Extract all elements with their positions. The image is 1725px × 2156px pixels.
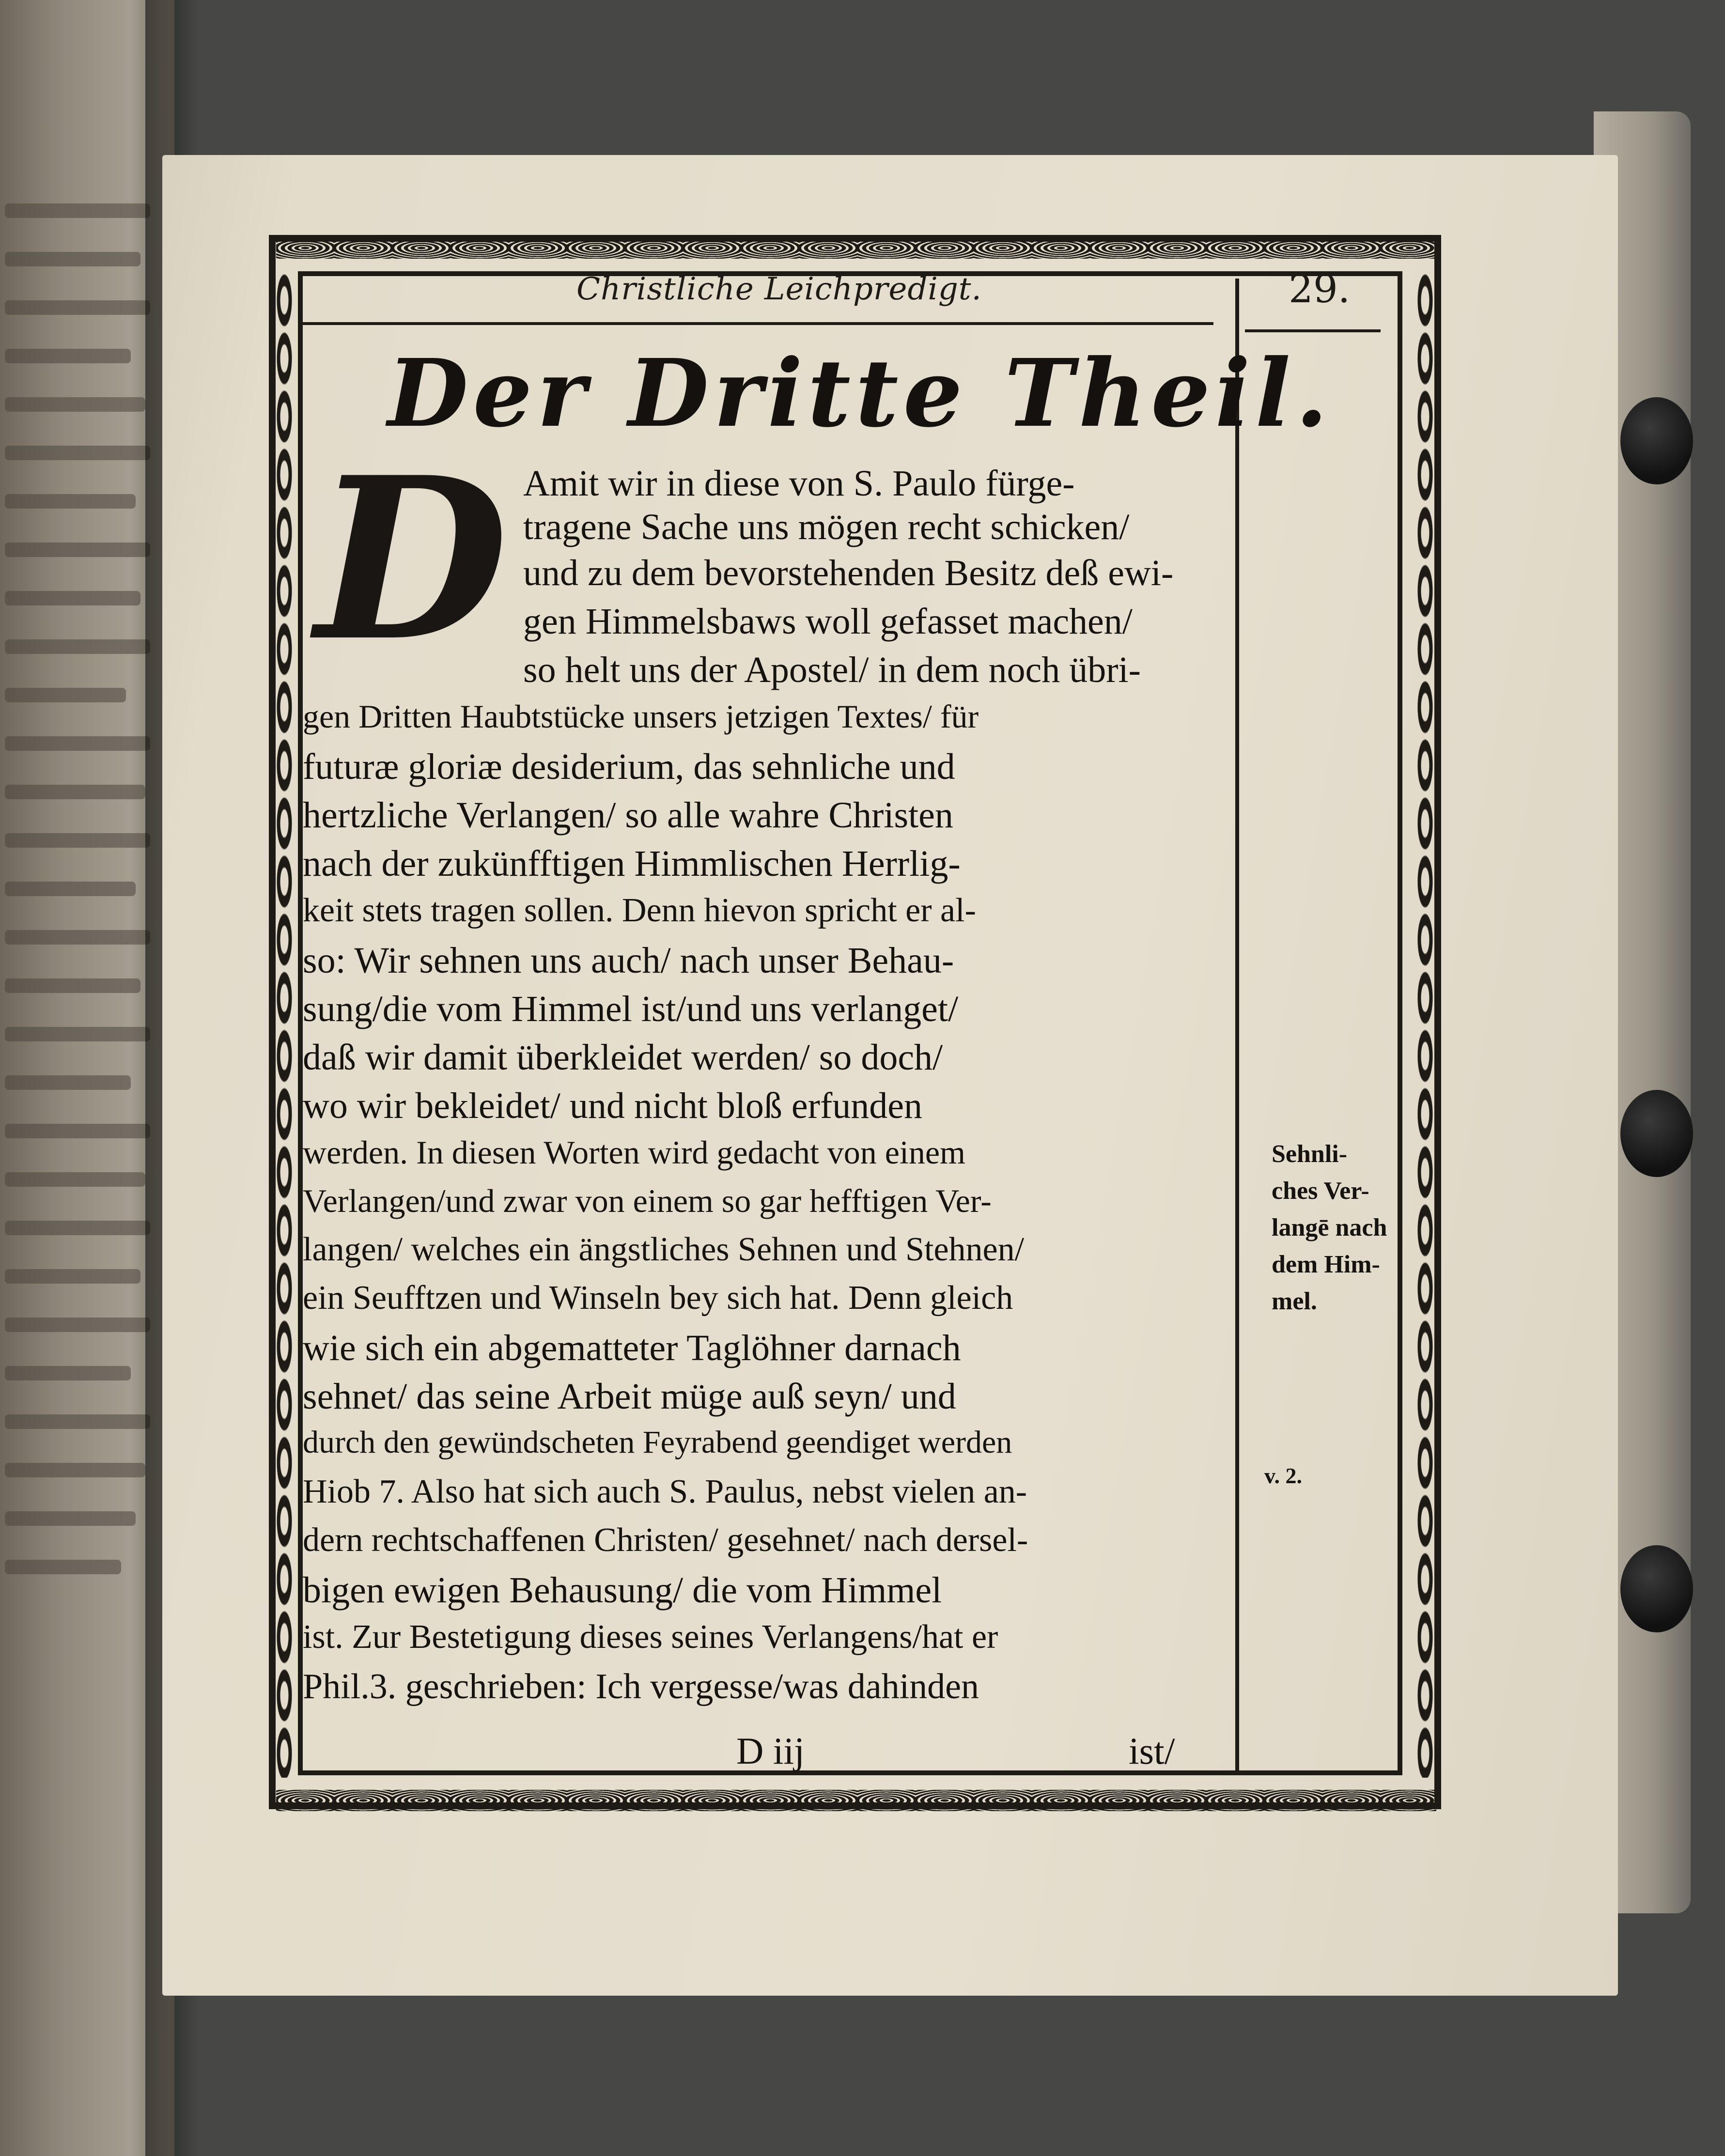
margin-note-line: Sehnli- xyxy=(1272,1140,1348,1168)
text-line: nach der zukünfftigen Himmlischen Herrlig- xyxy=(303,843,961,884)
text-line: wo wir bekleidet/ und nicht bloß erfunden xyxy=(303,1086,923,1126)
margin-note-line: mel. xyxy=(1272,1287,1317,1315)
text-line: so: Wir sehnen uns auch/ nach unser Behau- xyxy=(303,940,954,981)
text-line: tragene Sache uns mögen recht schicken/ xyxy=(523,507,1130,547)
margin-note xyxy=(1272,1136,1417,1320)
text-line: sung/die vom Himmel ist/und uns verlanget/ xyxy=(303,989,959,1029)
text-line: gen Himmelsbaws woll gefasset machen/ xyxy=(523,601,1133,642)
catchword: ist/ xyxy=(1129,1730,1175,1772)
text-line: gen Dritten Haubtstücke unsers jetzigen Textes/ für xyxy=(303,698,979,735)
running-title: Christliche Leichpredigt. xyxy=(576,271,982,307)
text-line: langen/ welches ein ängstliches Sehnen und Stehnen/ xyxy=(303,1231,1025,1268)
page-number: 29. xyxy=(1289,266,1351,311)
text-line: dern rechtschaffenen Christen/ gesehnet/ nach dersel- xyxy=(303,1521,1028,1559)
drop-cap: D xyxy=(315,429,509,690)
text-line: Hiob 7. Also hat sich auch S. Paulus, nebst vielen an- xyxy=(303,1473,1027,1510)
text-line: ist. Zur Bestetigung dieses seines Verlangens/hat er xyxy=(303,1618,998,1656)
text-line: wie sich ein abgematteter Taglöhner darnach xyxy=(303,1328,961,1368)
margin-verse-reference: v. 2. xyxy=(1264,1463,1302,1488)
text-line: und zu dem bevorstehenden Besitz deß ewi- xyxy=(523,553,1174,593)
text-line: hertzliche Verlangen/ so alle wahre Christen xyxy=(303,795,953,836)
margin-note-line: dem Him- xyxy=(1272,1251,1380,1278)
text-line: keit stets tragen sollen. Denn hievon spricht er al- xyxy=(303,892,976,929)
text-line: daß wir damit überkleidet werden/ so doch/ xyxy=(303,1037,943,1078)
text-line: bigen ewigen Behausung/ die vom Himmel xyxy=(303,1570,942,1611)
text-line: werden. In diesen Worten wird gedacht von einem xyxy=(303,1134,965,1171)
text-line: Phil.3. geschrieben: Ich vergesse/was dahinden xyxy=(303,1667,979,1706)
margin-note-line: ches Ver- xyxy=(1272,1177,1369,1205)
signature-mark: D iij xyxy=(736,1730,805,1772)
text-line: Verlangen/und zwar von einem so gar hefftigen Ver- xyxy=(303,1182,992,1219)
text-line: sehnet/ das seine Arbeit müge auß seyn/ und xyxy=(303,1376,956,1417)
text-line: so helt uns der Apostel/ in dem noch übri- xyxy=(523,650,1141,690)
chapter-title: Der Dritte Theil. xyxy=(388,339,1333,448)
text-line: Amit wir in diese von S. Paulo fürge- xyxy=(523,463,1075,504)
text-line: durch den gewündscheten Feyrabend geendiget werden xyxy=(303,1425,1012,1460)
margin-note-line: langē nach xyxy=(1272,1214,1387,1241)
text-line: futuræ gloriæ desiderium, das sehnliche und xyxy=(303,746,955,787)
text-line: ein Seufftzen und Winseln bey sich hat. Denn gleich xyxy=(303,1279,1013,1317)
